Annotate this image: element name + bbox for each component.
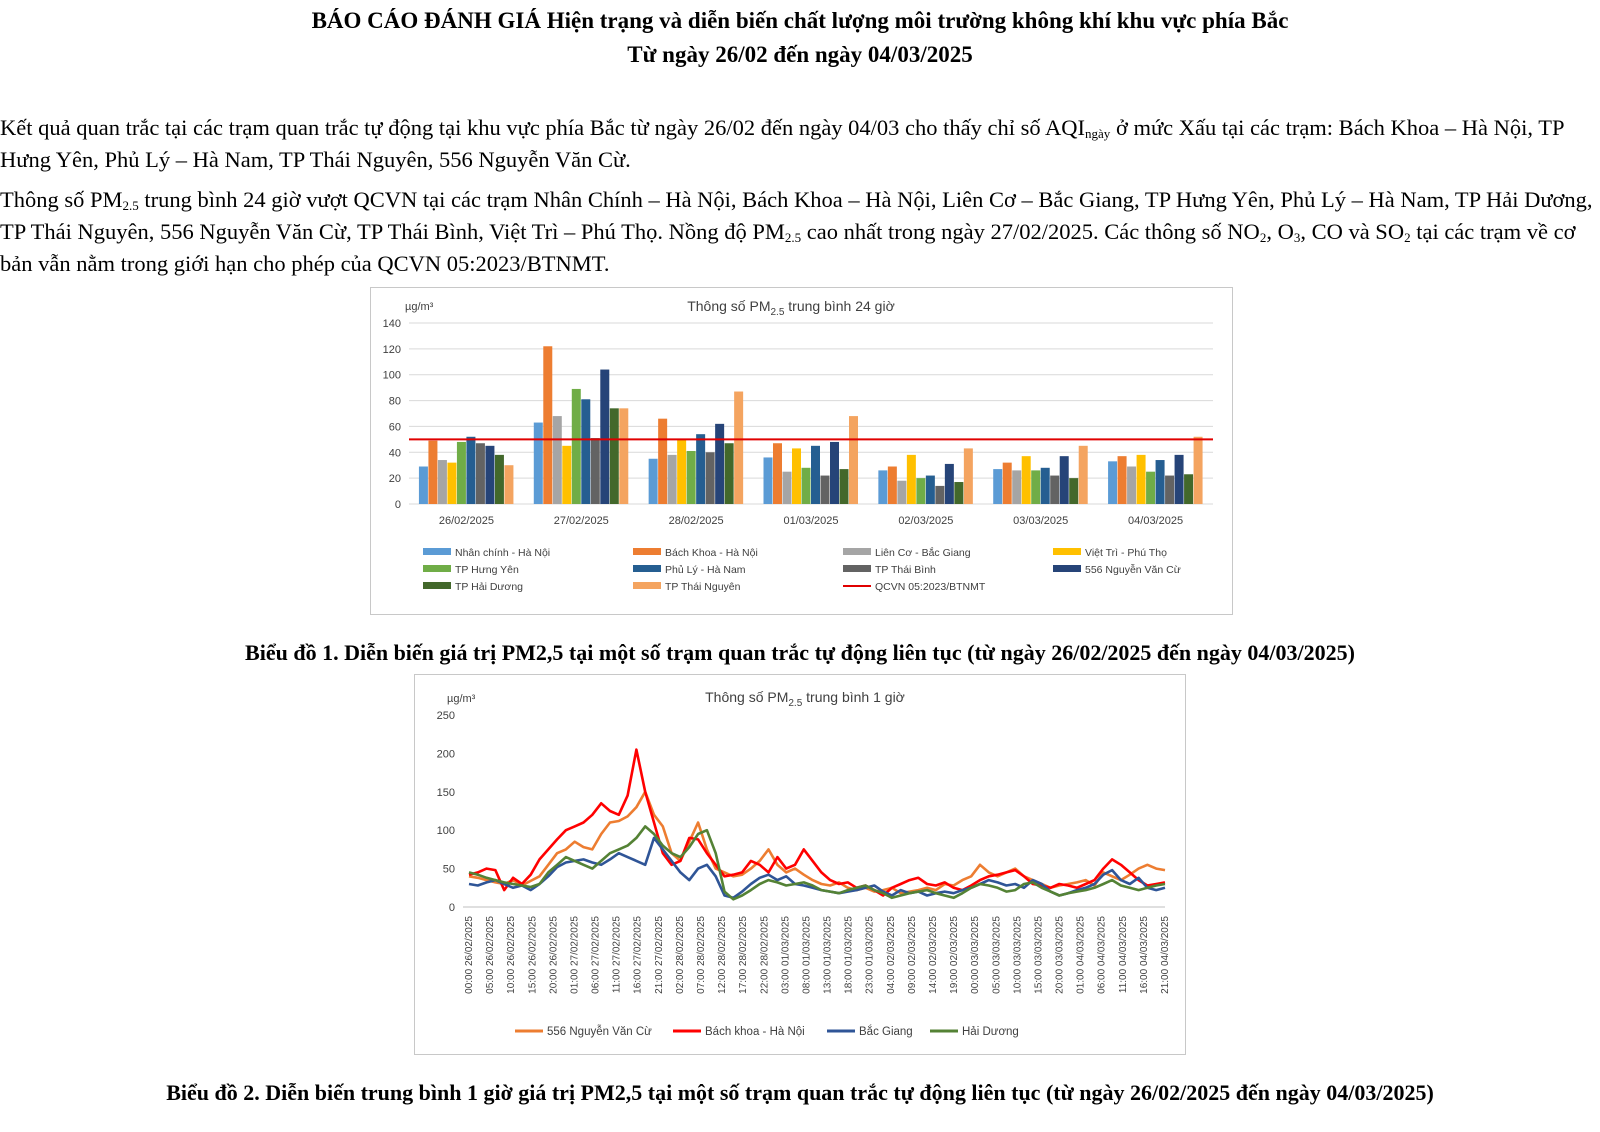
y-axis-unit: µg/m³ — [405, 301, 434, 313]
legend-label: Bách Khoa - Hà Nội — [665, 547, 758, 559]
bar — [734, 392, 743, 504]
bar — [572, 389, 581, 504]
bar — [1079, 446, 1088, 504]
x-tick-label: 16:00 27/02/2025 — [632, 916, 644, 994]
chart-title: Thông số $PM_{2.5}$ trung bình 24 giờ — [687, 298, 895, 318]
legend-label: QCVN 05:2023/BTNMT — [875, 581, 986, 593]
bar — [696, 434, 705, 504]
bar — [1031, 470, 1040, 504]
x-tick-label: 21:00 27/02/2025 — [653, 916, 665, 994]
x-tick-label: 01:00 04/03/2025 — [1075, 916, 1087, 994]
bar — [773, 443, 782, 504]
bar — [1165, 476, 1174, 504]
y-tick-label: 40 — [388, 447, 401, 460]
bar — [619, 408, 628, 504]
bar — [668, 455, 677, 504]
bar — [945, 464, 954, 504]
x-tick-label: 19:00 02/03/2025 — [949, 916, 961, 994]
bar — [562, 446, 571, 504]
bar — [954, 482, 963, 504]
bar — [821, 476, 830, 504]
bar — [447, 463, 456, 504]
legend-swatch — [843, 548, 871, 555]
bar — [1175, 455, 1184, 504]
y-tick-label: 50 — [442, 863, 455, 876]
bar — [581, 399, 590, 504]
x-tick-label: 00:00 26/02/2025 — [464, 916, 475, 994]
legend-label: Phủ Lý - Hà Nam — [665, 564, 746, 576]
legend-label: TP Thái Nguyên — [665, 581, 741, 593]
y-tick-label: 140 — [382, 318, 401, 330]
report-period: Từ ngày 26/02 đến ngày 04/03/2025 — [627, 42, 973, 67]
x-tick-label: 11:00 27/02/2025 — [611, 916, 623, 994]
bar — [907, 455, 916, 504]
x-tick-label: 05:00 26/02/2025 — [485, 916, 497, 994]
bar — [840, 469, 849, 504]
x-tick-label: 18:00 01/03/2025 — [843, 916, 855, 994]
x-tick-label: 22:00 28/02/2025 — [759, 916, 771, 994]
x-tick-label: 20:00 03/03/2025 — [1054, 916, 1066, 994]
bar — [964, 448, 973, 504]
legend-swatch — [423, 565, 451, 572]
x-tick-label: 08:00 01/03/2025 — [801, 916, 813, 994]
bar — [1184, 474, 1193, 504]
bar — [457, 442, 466, 504]
x-tick-label: 21:00 04/03/2025 — [1160, 916, 1171, 994]
x-tick-label: 27/02/2025 — [553, 515, 609, 527]
x-tick-label: 14:00 02/03/2025 — [928, 916, 939, 994]
chart1-caption: Biểu đồ 1. Diễn biến giá trị PM2,5 tại một số trạm quan trắc tự động liên tục (từ ngày 26/02/2025 đến ngày 04/03/2025) — [245, 640, 1355, 665]
bar — [1127, 467, 1136, 504]
x-tick-label: 00:00 03/03/2025 — [970, 916, 982, 994]
bar — [534, 423, 543, 504]
bar — [1118, 456, 1127, 504]
bar — [1146, 472, 1155, 504]
bar — [1022, 456, 1031, 504]
bar — [466, 437, 475, 504]
x-tick-label: 20:00 26/02/2025 — [548, 916, 560, 994]
y-tick-label: 200 — [436, 748, 455, 761]
legend-swatch — [633, 582, 661, 589]
bar — [1060, 456, 1069, 504]
y-tick-label: 0 — [448, 902, 455, 914]
legend-label: 556 Nguyễn Văn Cừ — [547, 1026, 652, 1038]
legend-label: TP Thái Bình — [875, 564, 936, 576]
x-tick-label: 01/03/2025 — [783, 515, 839, 527]
chart2-caption: Biểu đồ 2. Diễn biến trung bình 1 giờ giá trị PM2,5 tại một số trạm quan trắc tự động liên tục (từ ngày 26/02/2025 đến ngày 04/03/2025) — [166, 1080, 1434, 1105]
x-tick-label: 10:00 03/03/2025 — [1012, 916, 1024, 994]
bar — [1012, 470, 1021, 504]
x-tick-label: 17:00 28/02/2025 — [738, 916, 750, 994]
bar — [706, 452, 715, 504]
x-tick-label: 02/03/2025 — [898, 515, 954, 527]
bar — [830, 442, 839, 504]
bar — [811, 446, 820, 504]
legend-swatch — [423, 548, 451, 555]
bar — [419, 467, 428, 504]
x-tick-label: 13:00 01/03/2025 — [822, 916, 834, 994]
bar — [600, 370, 609, 504]
series-line — [469, 792, 1165, 893]
x-tick-label: 16:00 04/03/2025 — [1138, 916, 1150, 994]
x-tick-label: 04:00 02/03/2025 — [885, 916, 897, 994]
bar — [1041, 468, 1050, 504]
y-tick-label: 120 — [382, 343, 401, 356]
bar — [1003, 463, 1012, 504]
legend-swatch — [633, 548, 661, 555]
bar — [993, 469, 1002, 504]
x-tick-label: 07:00 28/02/2025 — [696, 916, 707, 994]
y-tick-label: 80 — [388, 395, 401, 408]
bar — [926, 476, 935, 504]
x-tick-label: 06:00 04/03/2025 — [1096, 916, 1108, 994]
x-tick-label: 15:00 03/03/2025 — [1033, 916, 1045, 994]
bar — [897, 481, 906, 504]
bar — [1050, 476, 1059, 504]
bar — [878, 470, 887, 504]
y-tick-label: 60 — [388, 421, 401, 434]
x-tick-label: 26/02/2025 — [438, 515, 494, 527]
bar — [543, 346, 552, 504]
legend-label: TP Hải Dương — [455, 581, 523, 593]
pm25-1h-chart — [414, 674, 1186, 1055]
bar — [428, 441, 437, 504]
paragraph-pm25: Thông số $PM_{2.5}$ trung bình 24 giờ vượt QCVN tại các trạm Nhân Chính – Hà Nội, Bách Khoa – Hà Nội, Liên Cơ – Bắc Giang, TP Hưng Yên, Phủ Lý – Hà Nam, TP Hải Dương, TP Thái Nguyên, 556 Nguyễn Văn Cừ, TP Thái Bình, Việt Trì – Phú Thọ. Nồng độ $PM_{2.5}$ cao nhất trong ngày 27/02/2025. Các thông số $NO_2$, $O_3$, CO và $SO_2$ tại các trạm về cơ bản vẫn nằm trong giới hạn cho phép của QCVN 05:2023/BTNMT. — [0, 187, 1593, 276]
bar — [677, 439, 686, 504]
bar — [935, 486, 944, 504]
y-tick-label: 20 — [388, 473, 401, 486]
bar — [802, 468, 811, 504]
bar — [1108, 461, 1117, 504]
legend-swatch — [843, 565, 871, 572]
bar — [916, 478, 925, 504]
legend-swatch — [1053, 565, 1081, 572]
x-tick-label: 10:00 26/02/2025 — [506, 916, 518, 994]
series-line — [469, 750, 1165, 896]
bar — [849, 416, 858, 504]
y-tick-label: 250 — [436, 710, 455, 722]
bar — [553, 416, 562, 504]
bar — [485, 446, 494, 504]
x-tick-label: 05:00 03/03/2025 — [991, 916, 1003, 994]
bar — [649, 459, 658, 504]
legend-label: Việt Trì - Phú Thọ — [1085, 547, 1167, 559]
bar — [715, 424, 724, 504]
bar — [476, 443, 485, 504]
legend-label: Bách khoa - Hà Nội — [705, 1026, 805, 1038]
x-tick-label: 12:00 28/02/2025 — [717, 916, 729, 994]
legend-swatch — [1053, 548, 1081, 555]
y-tick-label: 100 — [382, 369, 401, 382]
bar — [1069, 478, 1078, 504]
y-tick-label: 100 — [436, 825, 455, 838]
chart-title: Thông số $PM_{2.5}$ trung bình 1 giờ — [705, 689, 905, 709]
legend-label: TP Hưng Yên — [455, 564, 519, 576]
bar — [591, 438, 600, 504]
bar — [764, 457, 773, 504]
bar — [658, 419, 667, 504]
legend-swatch — [423, 582, 451, 589]
bar — [687, 451, 696, 504]
x-tick-label: 06:00 27/02/2025 — [590, 916, 602, 994]
bar — [1194, 437, 1203, 504]
x-tick-label: 23:00 01/03/2025 — [864, 916, 876, 994]
x-tick-label: 11:00 04/03/2025 — [1117, 916, 1129, 994]
legend-label: Bắc Giang — [859, 1026, 913, 1038]
legend-label: Liên Cơ - Bắc Giang — [875, 547, 971, 559]
pm25-24h-chart — [370, 287, 1233, 615]
bar — [783, 472, 792, 504]
x-tick-label: 03:00 01/03/2025 — [780, 916, 792, 994]
legend-swatch — [633, 565, 661, 572]
paragraph-aqi: Kết quả quan trắc tại các trạm quan trắc tự động tại khu vực phía Bắc từ ngày 26/02 đến ngày 04/03 cho thấy chỉ số $AQI_{ngày}$ ở mức Xấu tại các trạm: Bách Khoa – Hà Nội, TP Hưng Yên, Phủ Lý – Hà Nam, TP Thái Nguyên, 556 Nguyễn Văn Cừ. — [0, 115, 1564, 172]
report-title: BÁO CÁO ĐÁNH GIÁ Hiện trạng và diễn biến chất lượng môi trường không khí khu vực phía Bắc — [311, 8, 1289, 33]
bar — [1137, 455, 1146, 504]
bar — [438, 460, 447, 504]
bar — [504, 465, 513, 504]
bar — [610, 408, 619, 504]
y-axis-unit: µg/m³ — [447, 693, 476, 705]
bar — [888, 467, 897, 504]
legend-label: Hải Dương — [962, 1026, 1019, 1038]
y-tick-label: 150 — [436, 786, 455, 799]
x-tick-label: 03/03/2025 — [1013, 515, 1069, 527]
bar — [1156, 460, 1165, 504]
bar — [495, 455, 504, 504]
x-tick-label: 28/02/2025 — [668, 515, 724, 527]
x-tick-label: 01:00 27/02/2025 — [569, 916, 581, 994]
bar — [792, 448, 801, 504]
y-tick-label: 0 — [394, 499, 401, 511]
x-tick-label: 04/03/2025 — [1128, 515, 1184, 527]
x-tick-label: 09:00 02/03/2025 — [906, 916, 918, 994]
pm25-24h-chart-svg — [371, 288, 1232, 614]
x-tick-label: 15:00 26/02/2025 — [527, 916, 539, 994]
legend-label: 556 Nguyễn Văn Cừ — [1085, 564, 1181, 576]
pm25-1h-chart-svg — [415, 675, 1185, 1054]
bar — [725, 443, 734, 504]
legend-label: Nhân chính - Hà Nội — [455, 547, 551, 559]
x-tick-label: 02:00 28/02/2025 — [674, 916, 686, 994]
series-line — [469, 826, 1165, 899]
